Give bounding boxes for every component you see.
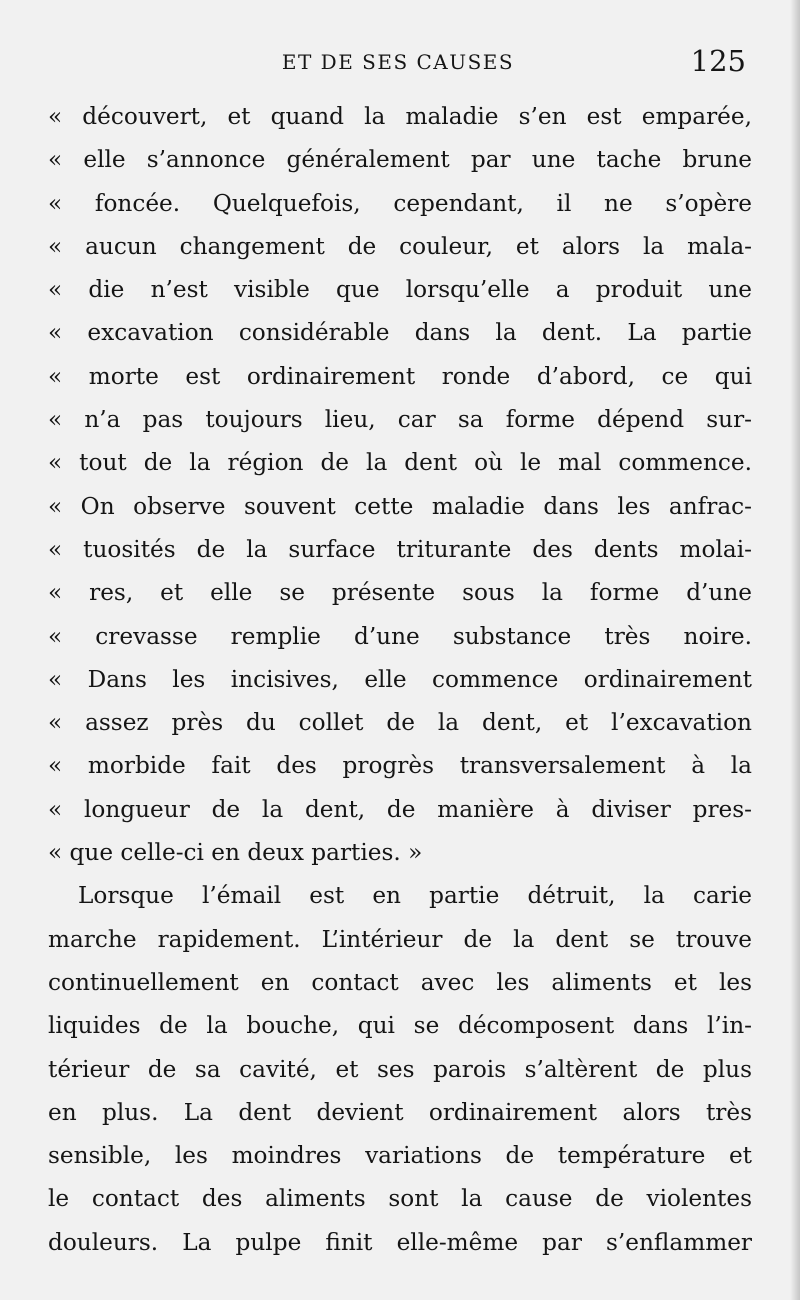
text-line: « elle s’annonce généralement par une tache brune <box>48 146 752 174</box>
page-number: 125 <box>690 44 746 78</box>
page-header <box>48 44 748 84</box>
text-line: « tout de la région de la dent où le mal commence. <box>48 449 752 477</box>
text-line: « Dans les incisives, elle commence ordinairement <box>48 665 752 693</box>
text-line: douleurs. La pulpe finit elle-même par s’enflammer <box>48 1228 752 1256</box>
text-line: en plus. La dent devient ordinairement alors très <box>48 1098 752 1126</box>
text-line: « morte est ordinairement ronde d’abord, ce qui <box>48 362 752 390</box>
text-line: « res, et elle se présente sous la forme d’une <box>48 579 752 607</box>
text-line: « crevasse remplie d’une substance très noire. <box>48 622 752 650</box>
page-edge-shadow <box>790 0 800 1300</box>
text-line: « découvert, et quand la maladie s’en est emparée, <box>48 103 752 130</box>
text-line: térieur de sa cavité, et ses parois s’altèrent de plus <box>48 1055 752 1083</box>
text-line: « excavation considérable dans la dent. La partie <box>48 319 752 347</box>
text-line: « morbide fait des progrès transversalement à la <box>48 752 752 780</box>
text-line: le contact des aliments sont la cause de violentes <box>48 1185 752 1213</box>
text-line: « On observe souvent cette maladie dans les anfrac- <box>48 492 752 520</box>
text-line: marche rapidement. L’intérieur de la dent se trouve <box>48 925 752 953</box>
text-line: « tuosités de la surface triturante des dents molai- <box>48 535 752 563</box>
text-line: sensible, les moindres variations de température et <box>48 1142 752 1170</box>
text-line: liquides de la bouche, qui se décomposent dans l’in- <box>48 1012 752 1040</box>
text-line: « foncée. Quelquefois, cependant, il ne s’opère <box>48 189 752 217</box>
text-line: « longueur de la dent, de manière à diviser pres- <box>48 795 752 823</box>
text-line: « assez près du collet de la dent, et l’excavation <box>48 709 752 737</box>
body-text <box>48 95 752 1264</box>
text-line: « die n’est visible que lorsqu’elle a produit une <box>48 276 752 304</box>
text-line: « n’a pas toujours lieu, car sa forme dépend sur- <box>48 406 752 434</box>
paragraph-first-line: Lorsque l’émail est en partie détruit, la carie <box>78 882 752 910</box>
text-line: « aucun changement de couleur, et alors la mala- <box>48 232 752 260</box>
text-line: continuellement en contact avec les aliments et les <box>48 968 752 996</box>
text-line: « que celle-ci en deux parties. » <box>48 839 423 867</box>
running-head: ET DE SES CAUSES <box>281 50 515 74</box>
